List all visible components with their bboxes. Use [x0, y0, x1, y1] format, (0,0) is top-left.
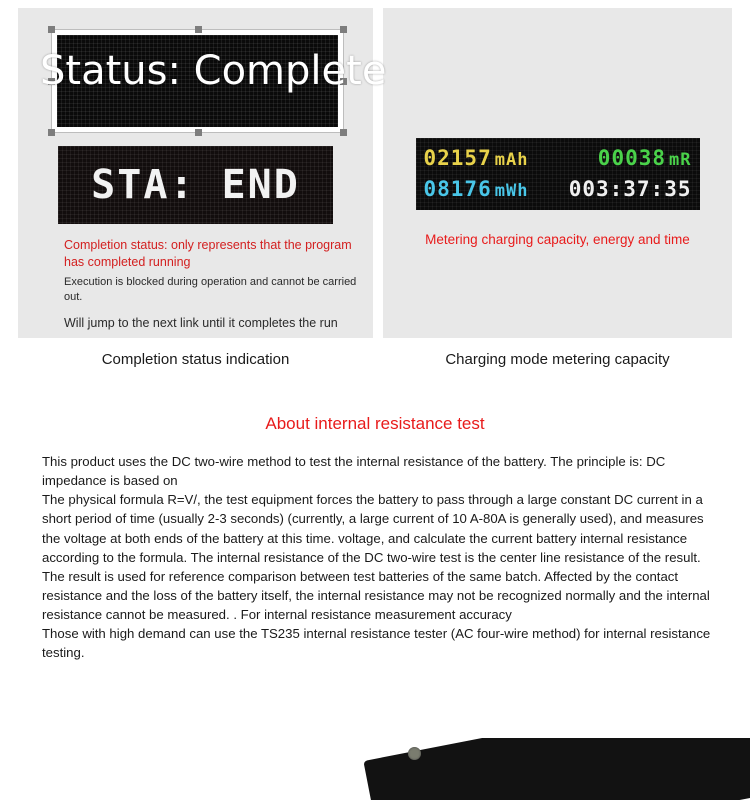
selection-handle-top-left[interactable] [48, 26, 55, 33]
energy-unit: mWh [494, 181, 529, 201]
article-title: About internal resistance test [265, 414, 485, 433]
completion-note-red: Completion status: only represents that the program has completed running [64, 238, 352, 269]
article-paragraph-2: The physical formula R=V/, the test equipment forces the battery to pass through a large constant DC current in a short period of time (usually 2-3 seconds) (currently, a large current of 10 A-80A is generally used), and measures the voltage at both ends of the battery at this time. voltage, and calculate the current battery internal resistance according to the formula. The internal resistance of the DC two-wire test is the center line resistance of the result. The result is used for reference comparison between test batteries of the same batch. Affected by the contact resistance and the loss of the battery itself, the internal resistance may not be recognized normally and the internal resistance cannot be measured. . For internal resistance measurement accuracy [42, 492, 710, 623]
completion-note-dark: Execution is blocked during operation and cannot be carried out. [64, 275, 357, 303]
energy-readout [424, 174, 529, 206]
product-photo-screw [408, 747, 421, 760]
meter-row-energy [424, 174, 692, 206]
article-paragraph-1: This product uses the DC two-wire method to test the internal resistance of the battery. The principle is: DC impedance is based on [42, 454, 666, 489]
energy-value: 08176 [423, 177, 492, 201]
meter-display [416, 138, 700, 210]
capacity-unit: mAh [494, 149, 529, 170]
resistance-value: 00038 [597, 145, 667, 170]
right-panel [383, 8, 732, 368]
resistance-unit: mR [669, 149, 692, 170]
completion-note-jump: Will jump to the next link until it completes the run [64, 316, 338, 331]
article-paragraph-3: Those with high demand can use the TS235 internal resistance tester (AC four-wire method) for internal resistance testing. [42, 626, 711, 661]
capacity-value: 02157 [423, 145, 492, 170]
meter-row-capacity [424, 143, 692, 175]
capacity-readout [424, 143, 529, 175]
product-photo-device [363, 738, 750, 800]
selection-handle-bottom-right[interactable] [340, 129, 347, 136]
article-section [0, 414, 750, 663]
product-photo [0, 738, 750, 800]
time-readout: 003:37:35 [568, 177, 692, 201]
lcd-status-text: STA: END [91, 162, 300, 208]
selection-handle-top-right[interactable] [340, 26, 347, 33]
selection-handle-bottom-center[interactable] [195, 129, 202, 136]
panels-row [0, 0, 750, 368]
selection-handle-top-center[interactable] [195, 26, 202, 33]
resistance-readout [598, 143, 692, 175]
right-panel-body [383, 8, 732, 338]
lcd-status-display [58, 146, 333, 224]
left-panel-body [18, 8, 387, 338]
selection-handle-bottom-left[interactable] [48, 129, 55, 136]
status-overlay-text: Status: Complete [40, 48, 387, 94]
metering-note-red: Metering charging capacity, energy and time [425, 232, 690, 247]
right-panel-caption: Charging mode metering capacity [445, 351, 670, 368]
left-panel [18, 8, 387, 368]
left-panel-caption: Completion status indication [101, 351, 290, 368]
